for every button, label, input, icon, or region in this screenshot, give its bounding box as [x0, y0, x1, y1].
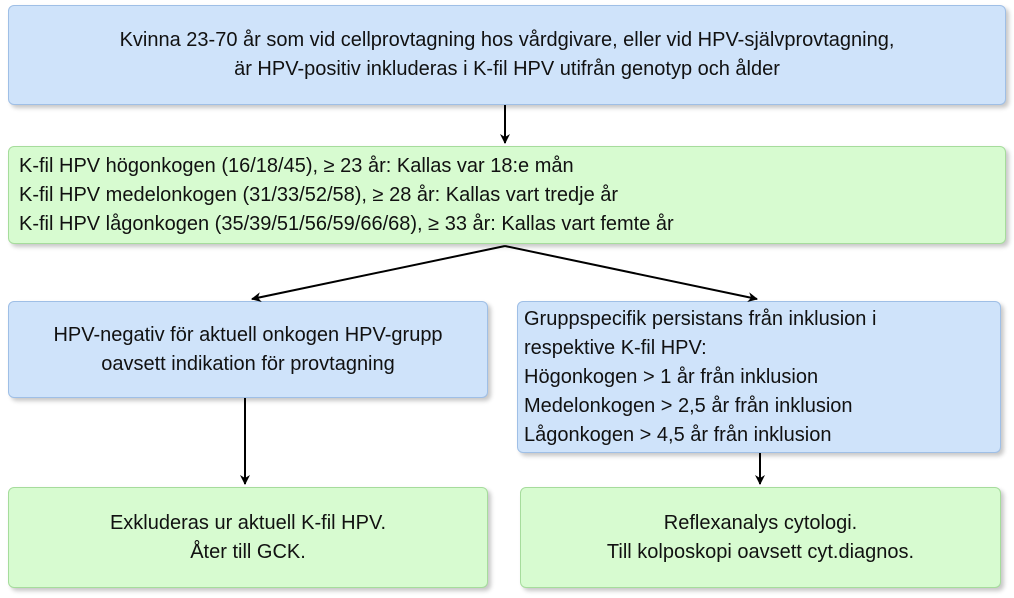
group-medium-oncogenic: K-fil HPV medelonkogen (31/33/52/58), ≥ 28 år: Kallas vart tredje år: [19, 183, 619, 206]
start-text-line-2: är HPV-positiv inkluderas i K-fil HPV utifrån genotyp och ålder: [234, 58, 780, 80]
group-high-oncogenic: K-fil HPV högonkogen (16/18/45), ≥ 23 år: Kallas var 18:e mån: [19, 154, 574, 177]
arrow-groups-to-persistence: [505, 246, 757, 299]
genotype-groups-box: [8, 146, 1006, 244]
group-low-oncogenic: K-fil HPV lågonkogen (35/39/51/56/59/66/68), ≥ 33 år: Kallas vart femte år: [19, 212, 674, 235]
persistence-medium-oncogenic: Medelonkogen > 2,5 år från inklusion: [524, 394, 853, 417]
persistence-low-oncogenic: Lågonkogen > 4,5 år från inklusion: [524, 423, 832, 446]
persistence-box: [517, 301, 1001, 453]
reflex-text-line-2: Till kolposkopi oavsett cyt.diagnos.: [606, 540, 915, 563]
hpv-negative-box: [8, 301, 488, 398]
exclude-box: [8, 487, 488, 588]
reflex-text-line-1: Reflexanalys cytologi.: [663, 511, 858, 534]
negative-text-line-1: HPV-negativ för aktuell onkogen HPV-grupp: [53, 323, 443, 346]
start-inclusion-box: [8, 5, 1006, 105]
exclude-text-line-1: Exkluderas ur aktuell K-fil HPV.: [109, 511, 387, 534]
arrow-groups-to-negative: [252, 246, 505, 299]
start-text-line-1: Kvinna 23-70 år som vid cellprovtagning hos vårdgivare, eller vid HPV-självprovtagning,: [119, 29, 895, 51]
reflex-cytology-box: [520, 487, 1001, 588]
negative-text-line-2: oavsett indikation för provtagning: [101, 352, 395, 375]
persistence-text-line-1: Gruppspecifik persistans från inklusion i: [524, 307, 877, 330]
persistence-high-oncogenic: Högonkogen > 1 år från inklusion: [524, 365, 819, 388]
exclude-text-line-2: Åter till GCK.: [190, 540, 306, 563]
persistence-text-line-2: respektive K-fil HPV:: [524, 336, 707, 359]
